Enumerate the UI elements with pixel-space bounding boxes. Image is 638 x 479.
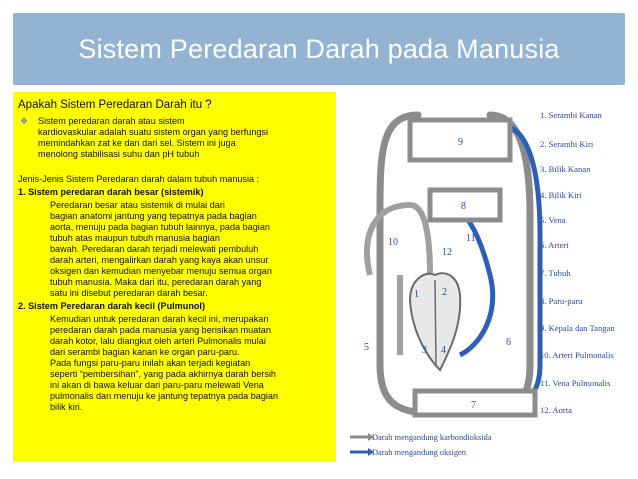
legend-7: 7. Tubuh: [540, 268, 571, 278]
legend-4: 4. Bilik Kiri: [540, 190, 582, 200]
legend-3: 3. Bilik Kanan: [540, 164, 591, 174]
item1-line: darah arteri, mengalirkan darah yang kaya akan unsur: [50, 255, 269, 265]
item2-line: ini akan di bawa keluar dari paru-paru melewati Vena: [50, 380, 264, 390]
definition-text: [34, 116, 332, 160]
item1-line: oksigen dan kemudian menyebar menuju semua organ: [50, 266, 272, 276]
label-8: 8: [461, 201, 466, 212]
item2-title: 2. Sistem Peredaran darah kecil (Pulmunol): [18, 301, 205, 311]
label-5: 5: [364, 342, 369, 353]
item2-line: dari serambi bagian kanan ke organ paru-paru.: [50, 347, 240, 357]
legend-5: 5. Vena: [540, 215, 566, 225]
vena-left: [367, 205, 430, 275]
panel-heading: Apakah Sistem Peredaran Darah itu ?: [18, 99, 212, 111]
legend-1: 1. Serambi Kanan: [540, 110, 602, 120]
label-2: 2: [442, 287, 447, 298]
item2-text: [18, 314, 332, 413]
types-intro: Jenis-Jenis Sistem Peredaran darah dalam tubuh manusia :: [18, 174, 260, 184]
item1-line: Peredaran besar atau sistemik di mulai dari: [50, 200, 225, 210]
label-1: 1: [414, 289, 419, 300]
item2-line: darah kotor, lalu diangkut oleh arteri Pulmonalis mulai: [50, 336, 266, 346]
legend-co2: Darah mengandung karbondioksida: [372, 433, 492, 442]
circulation-diagram: [340, 95, 630, 465]
label-3: 3: [422, 345, 427, 356]
item2-line: Pada fungsi paru-paru inilah akan terjadi kegiatan: [50, 358, 251, 368]
legend-o2: Darah mengandung oksigen: [372, 448, 466, 457]
item1-line: tubuh manusia. Maka dari itu, peredaran darah yang: [50, 277, 262, 287]
item2-line: peredaran darah pada manusia yang berisikan muatan: [50, 325, 271, 335]
item2-line: Kemudian untuk peredaran darah kecil ini, merupakan: [50, 314, 269, 324]
label-6: 6: [506, 337, 511, 348]
label-4: 4: [441, 345, 446, 356]
label-10: 10: [388, 237, 398, 248]
definition-bullet: [18, 116, 332, 160]
legend-6: 6. Arteri: [540, 240, 569, 250]
legend-8: 8. Paru-paru: [540, 296, 583, 306]
definition-line: menolong stabilisasi suhu dan pH tubuh: [38, 149, 200, 159]
definition-line: Sistem peredaran darah atau sistem: [38, 116, 185, 126]
item1-text: [18, 200, 332, 299]
title-bar: [13, 13, 625, 85]
artery-right: [500, 125, 540, 407]
heart-septum: [435, 280, 436, 365]
item1-line: bawah. Peredaran darah terjadi melewati pembuluh: [50, 244, 259, 254]
legend-11: 11. Vena Pulmonalis: [540, 378, 611, 388]
label-9: 9: [458, 137, 463, 148]
bullet-icon: ❖: [20, 116, 29, 126]
definition-line: kardiovaskular adalah suatu sistem organ yang berfungsi: [38, 127, 269, 137]
item2-line: seperti “pembersihan”, yang pada akhirnya darah bersih: [50, 369, 276, 379]
text-panel: [13, 92, 336, 462]
item1-line: bagian anatomi jantung yang tepatnya pada bagian: [50, 211, 257, 221]
item1-line: aorta, menuju pada bagian tubuh lainnya, pada bagian: [50, 222, 270, 232]
legend-12: 12. Aorta: [540, 405, 572, 415]
item1-line: satu ini disebut peredaran darah besar.: [50, 288, 208, 298]
label-11: 11: [466, 233, 476, 244]
slide-title: Sistem Peredaran Darah pada Manusia: [78, 33, 560, 64]
label-12: 12: [442, 247, 452, 258]
item1-line: tubuh atas maupun tubuh manusia bagian: [50, 233, 220, 243]
legend-10: 10. Arteri Pulmonalis: [540, 350, 614, 360]
item2-line: pulmonalis dan menuju ke jantung tepatnya pada bagian: [50, 391, 279, 401]
definition-line: memindahkan zat ke dan dari sel. Sistem ini juga: [38, 138, 236, 148]
legend-2: 2. Serambi Kiri: [540, 139, 594, 149]
label-7: 7: [471, 400, 476, 411]
legend-9: 9. Kepala dan Tangan: [540, 323, 615, 333]
item2-line: bilik kiri.: [50, 402, 83, 412]
item1-title: 1. Sistem peredaran darah besar (sistemik): [18, 187, 204, 197]
